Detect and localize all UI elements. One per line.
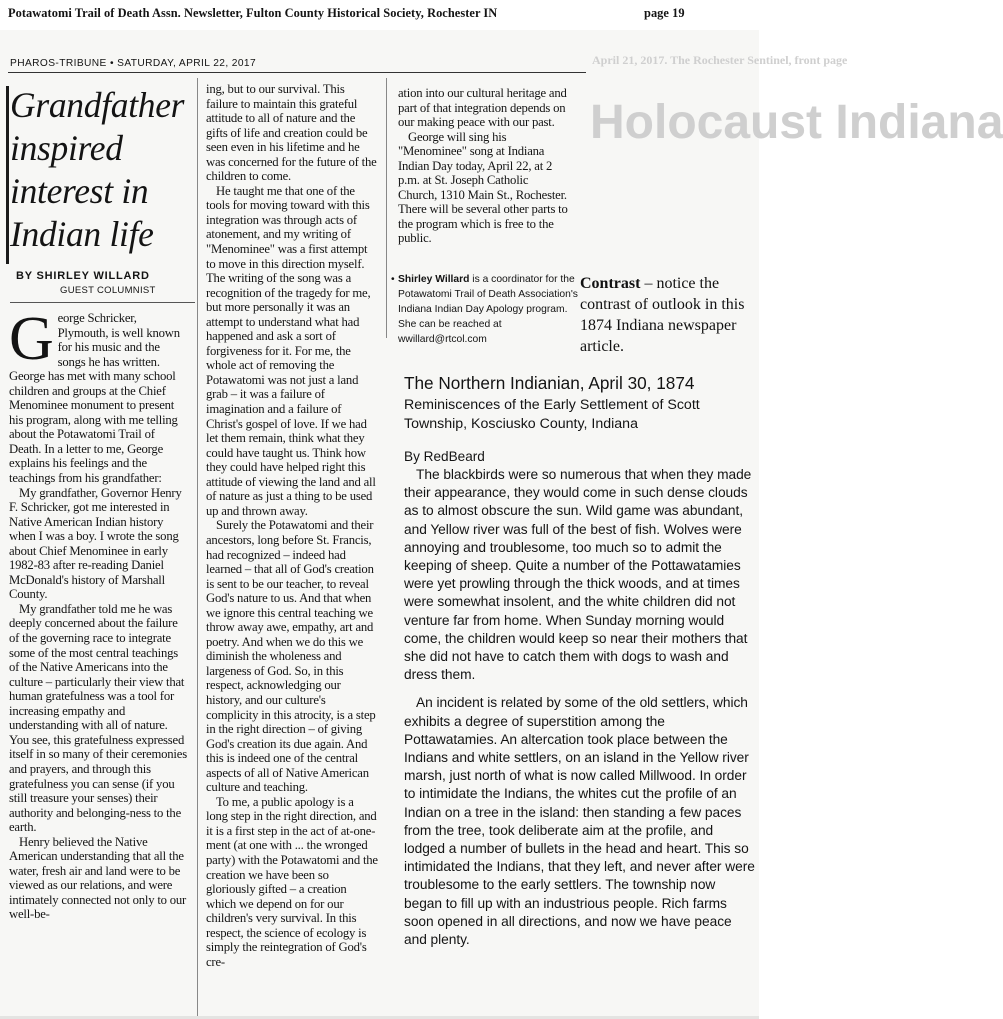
dateline: PHAROS-TRIBUNE • SATURDAY, APRIL 22, 2017 <box>10 58 257 69</box>
byline: BY SHIRLEY WILLARD <box>16 270 150 282</box>
historical-article <box>404 372 756 949</box>
note-label: Contrast <box>580 275 641 292</box>
contrast-note <box>580 273 755 357</box>
headline: Grandfather inspired interest in Indian life <box>10 85 185 254</box>
running-header <box>8 6 748 21</box>
byline-role: GUEST COLUMNIST <box>60 285 156 296</box>
column-rule <box>197 78 198 1016</box>
bio-text: is a coordinator for the Potawatomi Trail of Death Association's Indiana Indian Day Apology program. She can be reached at wwillard@rtcol.com <box>398 274 578 345</box>
column-rule <box>386 78 387 338</box>
bullet-icon: • <box>391 274 395 285</box>
paragraph <box>9 305 189 486</box>
paragraph: My grandfather told me he was deeply concerned about the failure of the governing race to integrate some of the most central teachings of the Native Americans into the culture – particularly their view that human gratefulness was a tool for increasing empathy and understanding with all of nature. You see, this gratefulness expressed itself in so many of their ceremonies and prayers, and through this gratefulness you can sense (if you still treasure your senses) their authority and belonging-ness to the earth. <box>9 601 187 835</box>
paragraph: My grandfather, Governor Henry F. Schricker, got me interested in Native American Indian history when I was a boy. I wrote the song about Chief Menominee in early 1982-83 after re-reading Daniel McDonald's history of Marshall County. <box>9 485 182 602</box>
page-number: page 19 <box>644 6 685 20</box>
paragraph: He taught me that one of the tools for moving toward with this integration was through acts of atonement, and my writing of "Menominee" was a first attempt to move in this direction myself. The writing of the song was a recognition of the tragedy for me, but more personally it was an attempt to understand what had happened and ask a sort of forgiveness for it. For me, the whole act of removing the Potawatomi was not just a land grab – it was a failure of imagination and a failure of Christ's gospel of love. If we had let them remain, think what they could have taught us. Think how they could have helped right this attitude of viewing the land and all of nature as just a thing to be used up and thrown away. <box>206 183 376 518</box>
dateline-rule <box>8 72 586 73</box>
paragraph: Henry believed the Native American understanding that all the water, fresh air and land were to be viewed as our relations, and were intimately connected not only to our well-be- <box>9 834 187 922</box>
author-bio <box>391 272 578 347</box>
paragraph: Surely the Potawatomi and their ancestors, long before St. Francis, had recognized – indeed had learned – that all of God's creation is sent to be our teacher, to reveal God's nature to us. And that when we ignore this central teaching we throw away awe, empathy, art and poetry. And when we do this we diminish the wholeness and largeness of God. So, in this respect, acknowledging our history, and our culture's complicity in this atrocity, is a step in the right direction – of giving God's creation its due again. And this is indeed one of the central aspects of all of Native American culture and teaching. <box>206 518 376 795</box>
bleed-through-line: April 21, 2017. The Rochester Sentinel, front page <box>592 53 848 67</box>
headline-bar <box>6 86 9 264</box>
paragraph: ation into our cultural heritage and part of that integration depends on our making peace with our past. <box>398 86 567 130</box>
article-title: The Northern Indianian, April 30, 1874 <box>404 373 695 393</box>
column-3 <box>398 86 570 246</box>
note-text: – notice the contrast of outlook in this 1874 Indiana newspaper article. <box>580 275 745 355</box>
paragraph: To me, a public apology is a long step in the right direction, and it is a first step in the act of at-one-ment (at one with ... the wronged party) with the Potawatomi and the creation we have been so gloriously gifted – a creation which we depend on for our children's very survival. In this respect, the science of ecology is simply the reintegration of God's cre- <box>206 794 378 969</box>
article-paragraph: An incident is related by some of the old settlers, which exhibits a degree of superstition among the Pottawatamies. An altercation took place between the Indians and white settlers, on an island in the Yellow river marsh, just north of what is now called Millwood. In order to intimidate the Indians, the whites cut the profile of an Indian on a tree in the island: then standing a few paces from the tree, took deliberate aim at the profile, and lodged a number of bullets in the head and heart. This so intimidated the Indians, that they left, and never after were troublesome to the early settlers. The township now began to fill up with an industrious people. Rich farms soon opened in all directions, and now we have peace and plenty. <box>404 695 755 948</box>
running-header-title: Potawatomi Trail of Death Assn. Newsletter, Fulton County Historical Society, Rochester IN <box>8 6 498 20</box>
bleed-through-headline: Holocaust Indiana <box>590 96 1003 149</box>
bio-name: Shirley Willard <box>398 274 470 285</box>
article-byline: By RedBeard <box>404 449 485 464</box>
paragraph-text: eorge Schricker, Plymouth, is well known for his music and the songs he has written. George has met with many school children and groups at the Chief Menominee monument to present his program, along with me telling about the Potawatomi Trail of Death. In a letter to me, George explains his feelings and the teachings from his grandfather: <box>9 311 180 486</box>
drop-cap: G <box>9 305 54 373</box>
column-1 <box>9 305 189 922</box>
byline-rule <box>10 302 195 303</box>
column-2 <box>206 82 378 969</box>
paragraph: ing, but to our survival. This failure to maintain this grateful attitude to all of nature and the gifts of life and creation could be seen even in his lifetime and he was concerned for the future of the children to come. <box>206 82 377 184</box>
paragraph: George will sing his "Menominee" song at Indiana Indian Day today, April 22, at 2 p.m. at St. Joseph Catholic Church, 1310 Main St., Rochester. There will be several other parts to the program which is free to the public. <box>398 129 568 246</box>
article-paragraph: The blackbirds were so numerous that when they made their appearance, they would come in such dense clouds as to almost obscure the sun. Wild game was abundant, and Yellow river was full of the best of fish. Wolves were annoying and troublesome, too much so to admit the keeping of sheep. Quite a number of the Pottawatamies were yet prowling through the thick woods, and at times were somewhat insolent, and the white children did not venture far from home. When Sunday morning would come, the children would keep so near their mothers that she did not have to catch them with dogs to wash and dress them. <box>404 467 752 683</box>
article-subtitle: Reminiscences of the Early Settlement of Scott Township, Kosciusko County, Indiana <box>404 397 700 432</box>
